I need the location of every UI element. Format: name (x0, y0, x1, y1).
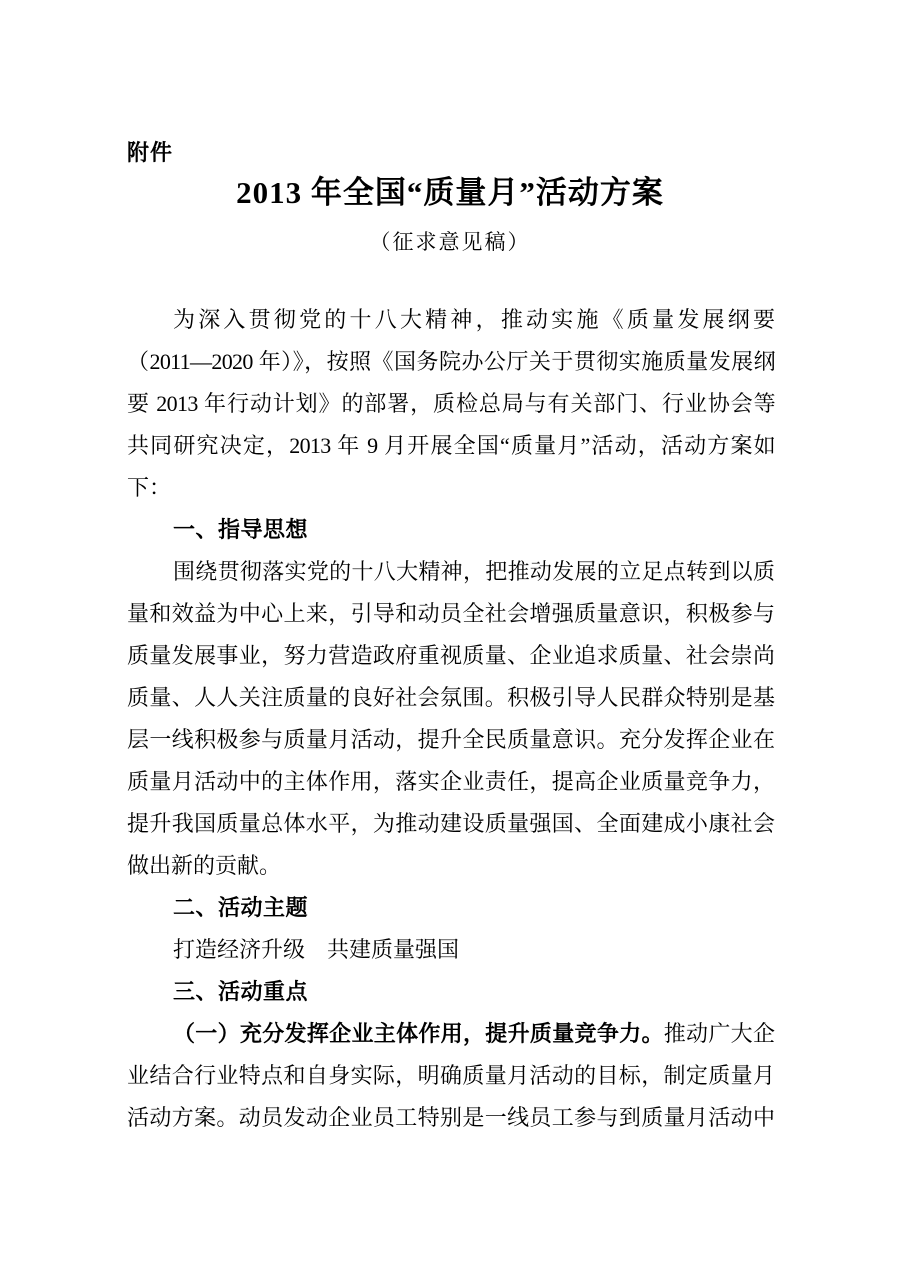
item-lead-bold: （一）充分发挥企业主体作用，提升质量竞争力。 (173, 1021, 664, 1046)
paragraph3-line (127, 1013, 775, 1055)
item-lead-rest: 推动广大企 (663, 1021, 775, 1046)
paragraph1-line: 为深入贯彻党的十八大精神，推动实施《质量发展纲要 (173, 307, 775, 332)
paragraph2-line: 围绕贯彻落实党的十八大精神，把推动发展的立足点转到以质 (173, 559, 775, 584)
section-heading-2: 二、活动主题 (173, 895, 309, 920)
document-body (127, 299, 775, 1139)
document-subtitle: （征求意见稿） (369, 230, 531, 254)
paragraph1-line: 共同研究决定，2013 年 9 月开展全国“质量月”活动，活动方案如 (127, 433, 775, 458)
paragraph2-line: 量和效益为中心上来，引导和动员全社会增强质量意识，积极参与 (127, 601, 775, 626)
paragraph1-line: 要 2013 年行动计划》的部署，质检总局与有关部门、行业协会等 (127, 391, 775, 416)
paragraph3-line: 活动方案。动员发动企业员工特别是一线员工参与到质量月活动中 (127, 1105, 775, 1130)
paragraph2-line: 层一线积极参与质量月活动，提升全民质量意识。充分发挥企业在 (127, 727, 775, 752)
paragraph1-line: （2011—2020 年）》，按照《国务院办公厅关于贯彻实施质量发展纲 (127, 349, 775, 374)
section-heading-1: 一、指导思想 (173, 517, 309, 542)
attachment-label: 附件 (127, 140, 174, 165)
document-title: 2013 年全国“质量月”活动方案 (236, 175, 664, 210)
paragraph2-line: 做出新的贡献。 (127, 853, 282, 878)
paragraph2-line: 提升我国质量总体水平，为推动建设质量强国、全面建成小康社会 (127, 811, 775, 836)
paragraph2-line: 质量发展事业，努力营造政府重视质量、企业追求质量、社会崇尚 (127, 643, 775, 668)
paragraph2-line: 质量、人人关注质量的良好社会氛围。积极引导人民群众特别是基 (127, 685, 775, 710)
paragraph3-line: 业结合行业特点和自身实际，明确质量月活动的目标，制定质量月 (127, 1063, 775, 1088)
paragraph2-line: 质量月活动中的主体作用，落实企业责任，提高企业质量竞争力， (127, 769, 775, 794)
paragraph1-line: 下： (127, 475, 172, 500)
activity-theme-line: 打造经济升级 共建质量强国 (173, 937, 460, 962)
section-heading-3: 三、活动重点 (173, 979, 309, 1004)
